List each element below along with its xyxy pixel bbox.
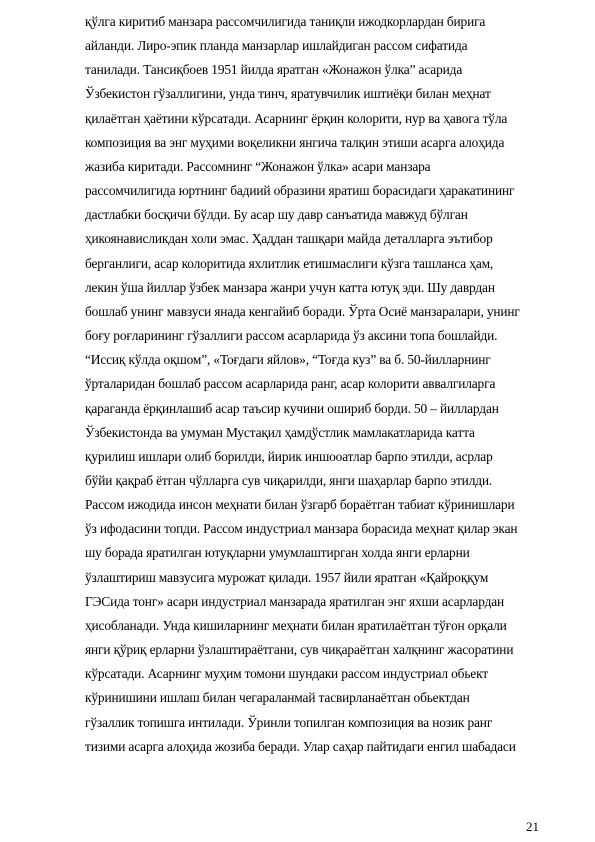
text-line: Рассом ижодида инсон меҳнати билан ўзгарб бораётган табиат кўринишлари: [85, 497, 515, 513]
text-line: айланди. Лиро-эпик планда манзарлар ишлайдиган рассом сифатида: [85, 38, 468, 54]
text-line: қурилиш ишлари олиб борилди, йирик иншооатлар барпо этилди, асрлар: [85, 448, 493, 464]
text-line: ўз ифодасини топди. Рассом индустриал манзара борасида меҳнат қилар экан: [85, 521, 518, 537]
text-line: бошлаб унинг мавзуси янада кенгайиб боради. Ўрта Осиё манзаралари, унинг: [85, 303, 520, 319]
text-line: дастлабки босқичи бўлди. Бу асар шу давр санъатида мавжуд бўлган: [85, 207, 468, 223]
text-line: танилади. Тансиқбоев 1951 йилда яратган «Жонажон ўлка” асарида: [85, 62, 463, 78]
text-line: ҳисобланади. Унда кишиларнинг меҳнати билан яратилаётган тўғон орқали: [85, 617, 507, 633]
text-line: “Иссиқ кўлда оқшом”, «Тоғдаги яйлов», “Тоғда куз” ва б. 50-йилларнинг: [85, 352, 491, 368]
text-line: лекин ўша йиллар ўзбек манзара жанри учун катта ютуқ эди. Шу даврдан: [85, 279, 495, 295]
text-line: рассомчилигида юртнинг бадиий образини яратиш борасидаги ҳаракатининг: [85, 183, 515, 199]
text-line: қараганда ёрқинлашиб асар таъсир кучини ошириб борди. 50 – йиллардан: [85, 400, 499, 416]
text-line: ўзлаштириш мавзусига мурожат қилади. 1957 йили яратган «Қайроққум: [85, 569, 489, 585]
text-line: қилаётган ҳаётини кўрсатади. Асарнинг ёрқин колорити, нур ва ҳавога тўла: [85, 110, 508, 126]
text-line: ўрталаридан бошлаб рассом асарларида ранг, асар колорити аввалгиларга: [85, 376, 496, 392]
text-line: қўлга киритиб манзара рассомчилигида таниқли ижодкорлардан бирига: [85, 14, 486, 29]
text-line: Ўзбекистонда ва умуман Мустақил ҳамдўстлик мамлакатларида катта: [85, 424, 475, 440]
text-line: Ўзбекистон гўзаллигини, унда тинч, яратувчилик иштиёқи билан меҳнат: [85, 86, 491, 102]
page-number: 21: [526, 819, 539, 834]
text-line: ҳикоянависликдан холи эмас. Ҳаддан ташқари майда деталларга эътибор: [85, 231, 493, 247]
text-line: берганлиги, асар колоритида яхлитлик етишмаслиги кўзга ташланса ҳам,: [85, 255, 494, 271]
body-text: [85, 10, 555, 759]
text-line: кўрсатади. Асарнинг муҳим томони шундаки рассом индустриал обьект: [85, 666, 488, 682]
text-line: ГЭСида тонг» асари индустриал манзарада яратилган энг яхши асарлардан: [85, 593, 505, 609]
text-line: бўйи қақраб ётган чўлларга сув чиқарилди, янги шаҳарлар барпо этилди.: [85, 472, 493, 488]
text-line: жазиба киритади. Рассомнинг “Жонажон ўлка» асари манзара: [85, 158, 431, 174]
text-line: гўзаллик топишга интилади. Ўринли топилган композиция ва нозик ранг: [85, 714, 493, 730]
text-line: тизими асарга алоҳида жозиба беради. Улар саҳар пайтидаги енгил шабадаси: [85, 738, 516, 754]
text-line: боғу роғларининг гўзаллиги рассом асарларида ўз аксини топа бошлайди.: [85, 328, 498, 344]
text-line: шу борада яратилган ютуқларни умумлаштирган холда янги ерларни: [85, 545, 470, 561]
text-line: кўринишини ишлаш билан чегараланмай тасвирланаётган обьектдан: [85, 690, 470, 706]
text-line: композиция ва энг муҳими воқеликни янгича талқин этиши асарга алоҳида: [85, 134, 505, 150]
text-line: янги қўриқ ерларни ўзлаштираётгани, сув чиқараётган халқнинг жасоратини: [85, 642, 514, 658]
